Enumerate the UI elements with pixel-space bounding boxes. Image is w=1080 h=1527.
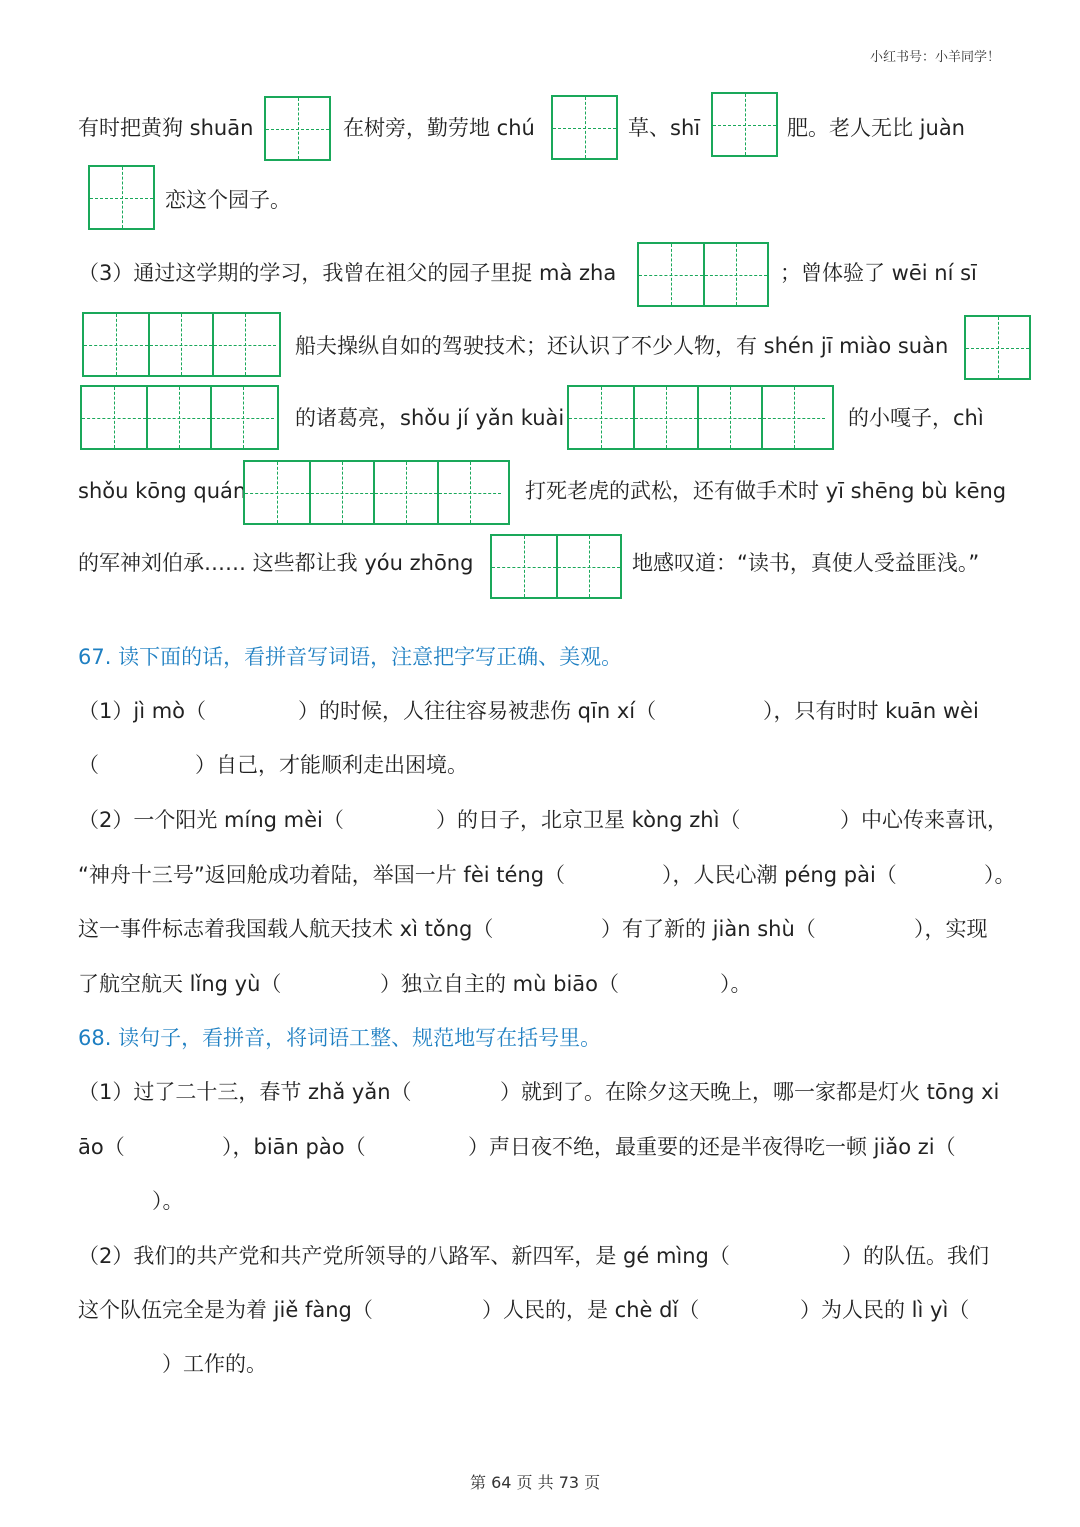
text-line: 了航空航天 lǐng yù（: [78, 972, 282, 996]
text-line: ）为人民的 lì yì（: [800, 1298, 970, 1322]
text-line: 打死老虎的武松，还有做手术时 yī shēng bù kēng: [525, 479, 1007, 503]
writing-grid[interactable]: [964, 315, 1031, 380]
text-line: 草、shī: [628, 116, 701, 140]
text-line: ）。: [152, 1189, 184, 1213]
text-line: ）中心传来喜讯，: [840, 808, 1008, 832]
text-line: 这一事件标志着我国载人航天技术 xì tǒng（: [78, 917, 494, 941]
text-line: āo（: [78, 1135, 125, 1159]
text-line: （2）我们的共产党和共产党所领导的八路军、新四军，是 gé mìng（: [78, 1244, 730, 1268]
writing-grid[interactable]: [88, 165, 155, 230]
question-68-title: 68. 读句子，看拼音，将词语工整、规范地写在括号里。: [78, 1026, 602, 1050]
writing-grid[interactable]: [637, 242, 769, 307]
text-line: 有时把黄狗 shuān: [78, 116, 254, 140]
text-line: ）的队伍。我们: [842, 1244, 989, 1268]
writing-grid[interactable]: [551, 95, 618, 160]
text-line: ）就到了。在除夕这天晚上，哪一家都是灯火 tōng xi: [500, 1080, 1000, 1104]
text-line: （1）过了二十三，春节 zhǎ yǎn（: [78, 1080, 412, 1104]
writing-grid[interactable]: [711, 92, 778, 157]
text-line: 的诸葛亮，shǒu jí yǎn kuài: [295, 406, 565, 430]
text-line: ），实现: [914, 917, 988, 941]
text-line: 恋这个园子。: [165, 188, 291, 212]
text-line: 的军神刘伯承…… 这些都让我 yóu zhōng: [78, 551, 474, 575]
text-line: 船夫操纵自如的驾驶技术；还认识了不少人物，有 shén jī miào suàn: [295, 334, 949, 358]
text-line: ）的时候，人往往容易被悲伤 qīn xí（: [298, 699, 657, 723]
question-67-title: 67. 读下面的话，看拼音写词语，注意把字写正确、美观。: [78, 645, 623, 669]
text-line: “神舟十三号”返回舱成功着陆，举国一片 fèi téng（: [78, 863, 566, 887]
writing-grid[interactable]: [490, 534, 622, 599]
text-line: （2）一个阳光 míng mèi（: [78, 808, 344, 832]
text-line: ）工作的。: [162, 1352, 267, 1376]
writing-grid[interactable]: [264, 96, 331, 161]
text-line: ）的日子，北京卫星 kòng zhì（: [436, 808, 741, 832]
writing-grid[interactable]: [82, 312, 281, 377]
text-line: 在树旁，勤劳地 chú: [343, 116, 535, 140]
writing-grid[interactable]: [80, 385, 279, 450]
text-line: ）有了新的 jiàn shù（: [601, 917, 816, 941]
text-line: ）。: [720, 972, 752, 996]
text-line: ），biān pào（: [222, 1135, 366, 1159]
writing-grid[interactable]: [243, 460, 510, 525]
text-line: ）人民的，是 chè dǐ（: [482, 1298, 700, 1322]
text-line: ）独立自主的 mù biāo（: [380, 972, 619, 996]
text-line: ），人民心潮 péng pài（: [662, 863, 897, 887]
header-source: 小红书号：小羊同学！: [870, 50, 1001, 65]
writing-grid[interactable]: [567, 385, 834, 450]
text-line: shǒu kōng quán: [78, 479, 247, 503]
text-line: （: [78, 753, 99, 777]
text-line: （3）通过这学期的学习，我曾在祖父的园子里捉 mà zha: [78, 261, 617, 285]
text-line: ）声日夜不绝，最重要的还是半夜得吃一顿 jiǎo zi（: [468, 1135, 956, 1159]
page-number: 第 64 页 共 73 页: [470, 1473, 601, 1492]
text-line: 这个队伍完全是为着 jiě fàng（: [78, 1298, 373, 1322]
text-line: 的小嘎子，chì: [848, 406, 984, 430]
text-line: 肥。老人无比 juàn: [787, 116, 965, 140]
text-line: 地感叹道：“读书，真使人受益匪浅。”: [632, 551, 980, 575]
text-line: ），只有时时 kuān wèi: [763, 699, 979, 723]
text-line: ；曾体验了 wēi ní sī: [780, 261, 977, 285]
text-line: ）自己，才能顺利走出困境。: [195, 753, 468, 777]
text-line: ）。: [984, 863, 1016, 887]
text-line: （1）jì mò（: [78, 699, 207, 723]
